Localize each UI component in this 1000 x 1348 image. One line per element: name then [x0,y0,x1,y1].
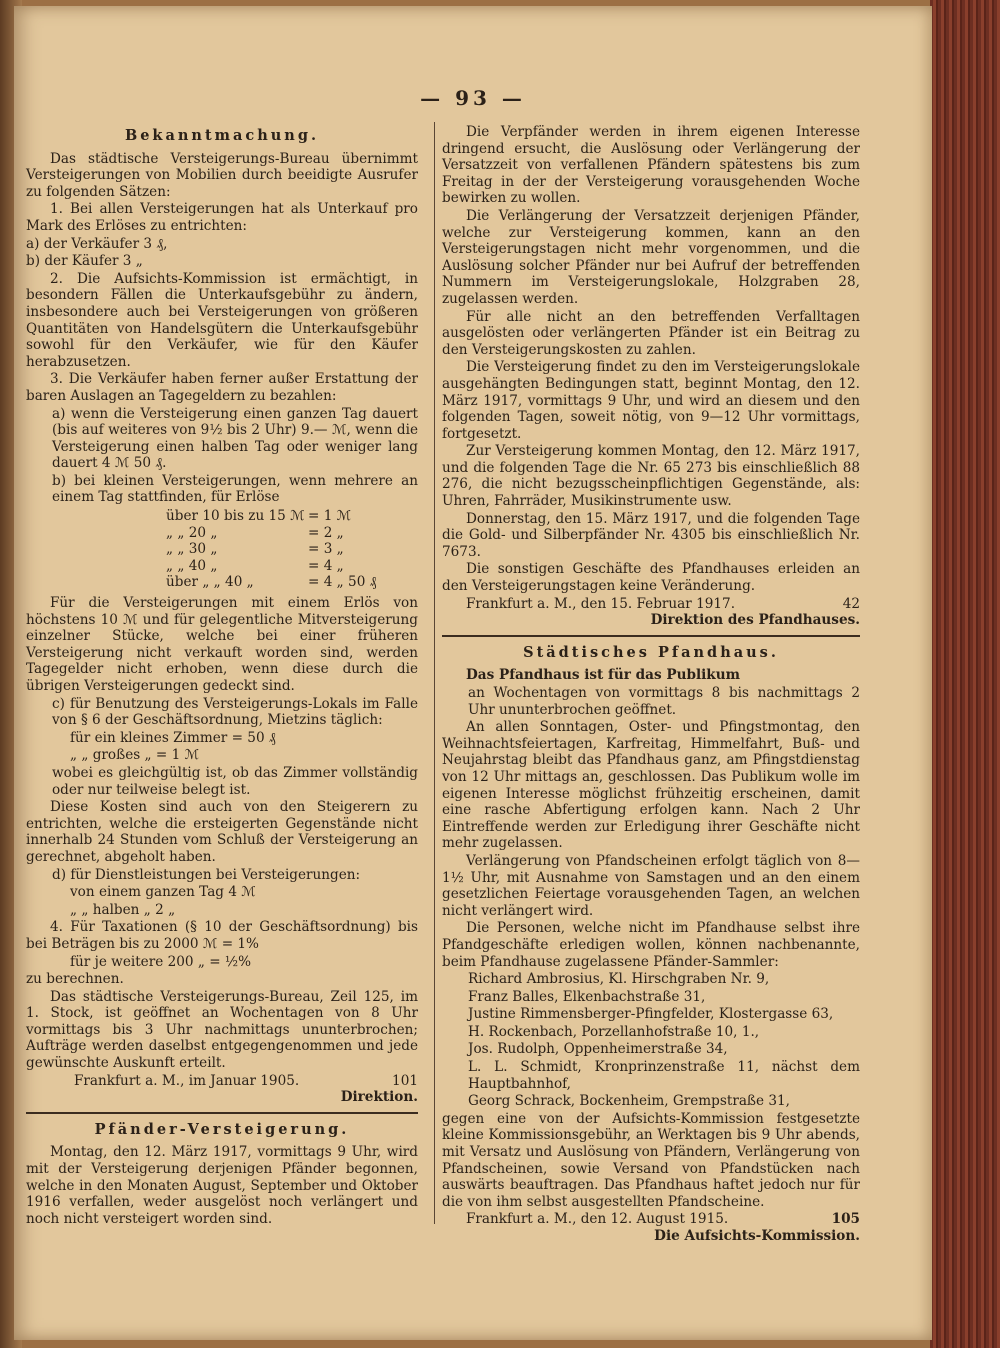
table-row: „ „ 30 „ = 3 „ [166,541,344,558]
paragraph: gegen eine von der Aufsichts-Kommission festgesetzte kleine Kommissionsgebühr, an Werktagen bis 9 Uhr abends, mit Versatz und Auslösung von Pfändern, Verlängerung von Pfandscheinen, sowie Versand von Pfandstücken nach auswärts beauftragen. Das Pfandhaus haftet jedoch nur für die von ihm selbst ausgestellten Pfandscheine. [442,1110,860,1210]
paragraph: Die Verpfänder werden in ihrem eigenen Interesse dringend ersucht, die Auslösung oder Verlängerung der Versatzzeit von verfallenen Pfändern spätestens bis zum Freitag in der der Versteigerung vorausgehenden Woche bewirken zu wollen. [442,124,860,207]
list-item: Justine Rimmensberger-Pfingfelder, Klostergasse 63, [468,1006,834,1023]
section-rule [442,635,860,637]
list-item: L. L. Schmidt, Kronprinzenstraße 11, nächst dem Hauptbahnhof, [468,1059,860,1092]
date-line: Frankfurt a. M., den 12. August 1915. 105 [466,1211,860,1228]
right-column [442,124,860,1245]
book-page-edges [930,0,1000,1348]
paragraph: zu berechnen. [26,971,124,988]
paragraph: 4. Für Taxationen (§ 10 der Geschäftsordnung) bis bei Beträgen bis zu 2000 ℳ = 1% [26,919,418,952]
paragraph: Verlängerung von Pfandscheinen erfolgt täglich von 8—1½ Uhr, mit Ausnahme von Samstagen und an den einem gesetzlichen Feiertage vorausgehenden Tagen, an welchen nicht verlängert wird. [442,852,860,919]
list-item: Georg Schrack, Bockenheim, Grempstraße 31, [468,1093,790,1110]
column-divider [434,122,435,1224]
table-row: „ „ 20 „ = 2 „ [166,524,344,541]
paragraph: d) für Dienstleistungen bei Versteigerungen: [52,866,361,883]
paragraph: „ „ halben „ 2 „ [70,901,176,918]
pawnshop-title: Städtisches Pfandhaus. [523,643,779,661]
paragraph: 3. Die Verkäufer haben ferner außer Erstattung der baren Auslagen an Tagegeldern zu bezahlen: [26,371,418,404]
paragraph: Die sonstigen Geschäfte des Pfandhauses erleiden an den Versteigerungstagen keine Veränderung. [442,561,860,595]
paragraph: Die Personen, welche nicht im Pfandhause selbst ihre Pfandgeschäfte erledigen wollen, können nachbenannte, beim Pfandhause zugelassene Pfänder-Sammler: [442,920,860,970]
paragraph: Die Versteigerung findet zu den im Versteigerungslokale ausgehängten Bedingungen statt, beginnt Montag, den 12. März 1917, vormittags 9 Uhr, und wird an diesem und den folgenden Tagen, soweit nötig, von 9—12 Uhr vormittags, fortgesetzt. [442,359,860,442]
table-row: „ „ 40 „ = 4 „ [166,557,344,574]
paragraph: Donnerstag, den 15. März 1917, und die folgenden Tage die Gold- und Silberpfänder Nr. 4305 bis einschließlich Nr. 7673. [442,510,860,560]
paragraph: b) der Käufer 3 „ [26,253,143,270]
list-item: Richard Ambrosius, Kl. Hirschgraben Nr. 9, [468,971,770,988]
collector-list [442,971,860,1110]
date-line: Frankfurt a. M., im Januar 1905. 101 [74,1072,418,1089]
signature: Die Aufsichts-Kommission. [654,1228,860,1244]
announcement-title: Bekanntmachung. [124,127,320,144]
paragraph: Das städtische Versteigerungs-Bureau, Zeil 125, im 1. Stock, ist geöffnet an Wochentagen von 8 Uhr vormittags bis 3 Uhr nachmittags ununterbrochen; Aufträge werden daselbst entgegengenommen und jede gewünschte Auskunft erteilt. [26,988,418,1072]
paragraph: an Wochentagen von vormittags 8 bis nachmittags 2 Uhr ununterbrochen geöffnet. [468,685,860,718]
document-page [14,6,932,1340]
page-number: — 93 — [420,86,526,110]
paragraph: Zur Versteigerung kommen Montag, den 12. März 1917, und die folgenden Tage die Nr. 65 273 bis einschließlich 88 276, die nicht bezugsscheinpflichtigen Gegenstände, als: Uhren, Fahrräder, Musikinstrumente usw. [442,443,860,510]
list-item: H. Rockenbach, Porzellanhofstraße 10, 1., [468,1023,760,1040]
left-column [26,124,418,1228]
date-line: Frankfurt a. M., den 15. Februar 1917. 42 [466,595,860,612]
paragraph: c) für Benutzung des Versteigerungs-Lokals im Falle von § 6 der Geschäftsordnung, Mietzins täglich: [52,695,418,729]
paragraph: für je weitere 200 „ = ½% [70,953,252,970]
paragraph: von einem ganzen Tag 4 ℳ [70,884,256,901]
paragraph: Montag, den 12. März 1917, vormittags 9 Uhr, wird mit der Versteigerung derjenigen Pfänder begonnen, welche in den Monaten August, September und Oktober 1916 verfallen, weder ausgelöst noch verlängert und noch nicht versteigert worden sind. [26,1144,418,1227]
paragraph: An allen Sonntagen, Oster- und Pfingstmontag, den Weihnachtsfeiertagen, Karfreitag, Himmelfahrt, Buß- und Neujahrstag bleibt das Pfandhaus ganz, am Pfingstdienstag von 12 Uhr mittags an, geschlossen. Das Publikum wolle im eigenen Interesse möglichst frühzeitig erscheinen, damit eine rasche Abfertigung erfolgen kann. Nach 2 Uhr Eintreffende werden zur Erledigung ihrer Geschäfte nicht mehr zugelassen. [442,719,860,852]
paragraph: a) der Verkäufer 3 ₰, [26,235,168,252]
signature: Direktion. [340,1089,418,1106]
paragraph: Das Pfandhaus ist für das Publikum [466,667,740,684]
paragraph: a) wenn die Versteigerung einen ganzen Tag dauert (bis auf weiteres von 9½ bis 2 Uhr) 9.— ℳ, wenn die Versteigerung einen halben Tag oder weniger lang dauert 4 ℳ 50 ₰. [52,405,418,472]
auction-title: Pfänder-Versteigerung. [94,1120,350,1138]
announcement-intro: Das städtische Versteigerungs-Bureau übernimmt Versteigerungen von Mobilien durch beeidigte Ausrufer zu folgenden Sätzen: [26,150,418,200]
signature: Direktion des Pfandhauses. [650,612,860,629]
table-row: über 10 bis zu 15 ℳ = 1 ℳ [166,508,352,525]
paragraph: „ „ großes „ = 1 ℳ [70,747,200,764]
paragraph: 2. Die Aufsichts-Kommission ist ermächtigt, in besondern Fällen die Unterkaufsgebühr zu ändern, insbesondere auch bei Versteigerungen von größeren Quantitäten von Handelsgütern die Unterkaufsgebühr sowohl für den Verkäufer, wie für den Käufer herabzusetzen. [26,270,418,370]
paragraph: Für alle nicht an den betreffenden Verfalltagen ausgelösten oder verlängerten Pfänder ist ein Beitrag zu den Versteigerungskosten zu zahlen. [442,308,860,358]
fee-table [26,508,418,591]
paragraph: 1. Bei allen Versteigerungen hat als Unterkauf pro Mark des Erlöses zu entrichten: [26,201,418,234]
list-item: Jos. Rudolph, Oppenheimerstraße 34, [468,1041,728,1058]
paragraph: wobei es gleichgültig ist, ob das Zimmer vollständig oder nur teilweise belegt ist. [52,764,418,798]
paragraph: Für die Versteigerungen mit einem Erlös von höchstens 10 ℳ und für gelegentliche Mitversteigerung einzelner Stücke, welche bei einer früheren Versteigerung nicht verkauft worden sind, werden Tagegelder nicht erhoben, wenn diese durch die übrigen Versteigerungen gedeckt sind. [26,595,418,694]
paragraph: b) bei kleinen Versteigerungen, wenn mehrere an einem Tag stattfinden, für Erlöse [52,472,418,506]
paragraph: Diese Kosten sind auch von den Steigerern zu entrichten, welche die ersteigerten Gegenstände nicht innerhalb 24 Stunden vom Schluß der Versteigerung an gerechnet, abgeholt haben. [26,799,418,865]
paragraph: Die Verlängerung der Versatzzeit derjenigen Pfänder, welche zur Versteigerung kommen, kann an den Versteigerungstagen nicht mehr vorgenommen, und die Auslösung solcher Pfänder nur bei Aufruf der betreffenden Nummern im Versteigerungslokale, Holzgraben 28, zugelassen werden. [442,207,860,307]
list-item: Franz Balles, Elkenbachstraße 31, [468,988,706,1005]
section-rule [26,1112,418,1114]
paragraph: für ein kleines Zimmer = 50 ₰ [70,729,276,746]
table-row: über „ „ 40 „ = 4 „ 50 ₰ [166,574,377,591]
